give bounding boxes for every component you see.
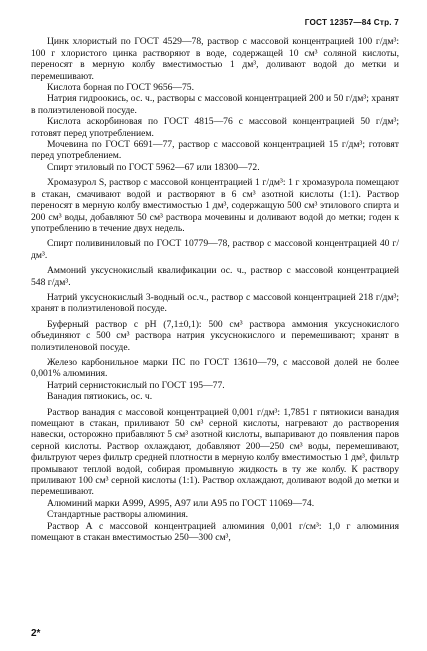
paragraph: Буферный раствор с рН (7,1±0,1): 500 см³ раствора аммония уксуснокислого объединяют с 500 см³ раствора натрия уксуснокислого и перемешивают; хранят в полиэтиленовой посуде. bbox=[31, 318, 399, 353]
paragraph: Раствор А с массовой концентрацией алюминия 0,001 г/см³: 1,0 г алюминия помещают в стакан вместимостью 250—300 см³, bbox=[31, 520, 399, 544]
paragraph: Натрия гидроокись, ос. ч., растворы с массовой концентрацией 200 и 50 г/дм³; хранят в полиэтиленовой посуде. bbox=[31, 93, 399, 116]
paragraph: Стандартные растворы алюминия. bbox=[47, 509, 189, 521]
paragraph: Железо карбонильное марки ПС по ГОСТ 13610—79, с массовой долей не более 0,001% алюминия. bbox=[31, 356, 399, 380]
paragraph: Хромазурол S, раствор с массовой концентрацией 1 г/дм³: 1 г хромазурола помещают в стакан, смачивают водой и растворяют в 6 см³ азотной кислоты (1:1). Раствор переносят в мерную колбу вместимостью 1 дм³, содержащую 500 см³ этилового спирта и 200 см³ воды, добавляют 50 см³ раствора мочевины и доливают водой до метки; годен к употреблению в течение двух недель. bbox=[31, 177, 399, 234]
paragraph: Ванадия пятиокись, ос. ч. bbox=[47, 391, 153, 403]
page-footer-mark: 2* bbox=[31, 628, 41, 639]
paragraph: Мочевина по ГОСТ 6691—77, раствор с массовой концентрацией 15 г/дм³; готовят перед употреблением. bbox=[31, 139, 399, 162]
paragraph: Натрий уксуснокислый 3-водный ос.ч., раствор с массовой концентрацией 218 г/дм³; хранят в полиэтиленовой посуде. bbox=[31, 291, 399, 315]
paragraph: Цинк хлористый по ГОСТ 4529—78, раствор с массовой концентрацией 100 г/дм³: 100 г хлористого цинка растворяют в воде, содержащей 10 см³ соляной кислоты, переносят в мерную колбу вместимостью 1 дм³, доливают водой до метки и перемешивают. bbox=[31, 36, 399, 82]
paragraph: Спирт поливиниловый по ГОСТ 10779—78, раствор с массовой концентрацией 40 г/дм³. bbox=[31, 238, 399, 261]
paragraph: Спирт этиловый по ГОСТ 5962—67 или 18300—72. bbox=[47, 161, 260, 173]
paragraph: Алюминий марки А999, А995, А97 или А95 по ГОСТ 11069—74. bbox=[47, 497, 315, 509]
paragraph: Кислота аскорбиновая по ГОСТ 4815—76 с массовой концентрацией 50 г/дм³; готовят перед употреблением. bbox=[31, 116, 399, 139]
paragraph: Натрий сернистокислый по ГОСТ 195—77. bbox=[47, 379, 225, 391]
paragraph: Кислота борная по ГОСТ 9656—75. bbox=[47, 82, 195, 94]
paragraph: Аммоний уксуснокислый квалификации ос. ч., раствор с массовой концентрацией 548 г/дм³. bbox=[31, 265, 399, 288]
page-header: ГОСТ 12357—84 Стр. 7 bbox=[304, 18, 399, 27]
paragraph: Раствор ванадия с массовой концентрацией 0,001 г/дм³: 1,7851 г пятиокиси ванадия помещают в стакан, приливают 50 см³ серной кислоты, нагревают до растворения навески, осторожно прибавляют 5 см³ азотной кислоты, выпаривают до появления паров серной кислоты. Раствор охлаждают, добавляют 200—250 см³ воды, перемешивают, фильтруют через фильтр средней плотности в мерную колбу вместимостью 1 дм³, фильтр промывают теплой водой, собирая промывную жидкость в ту же колбу. К раствору приливают 100 см³ серной кислоты (1:1). Раствор охлаждают, доливают водой до метки и перемешивают. bbox=[31, 406, 399, 498]
